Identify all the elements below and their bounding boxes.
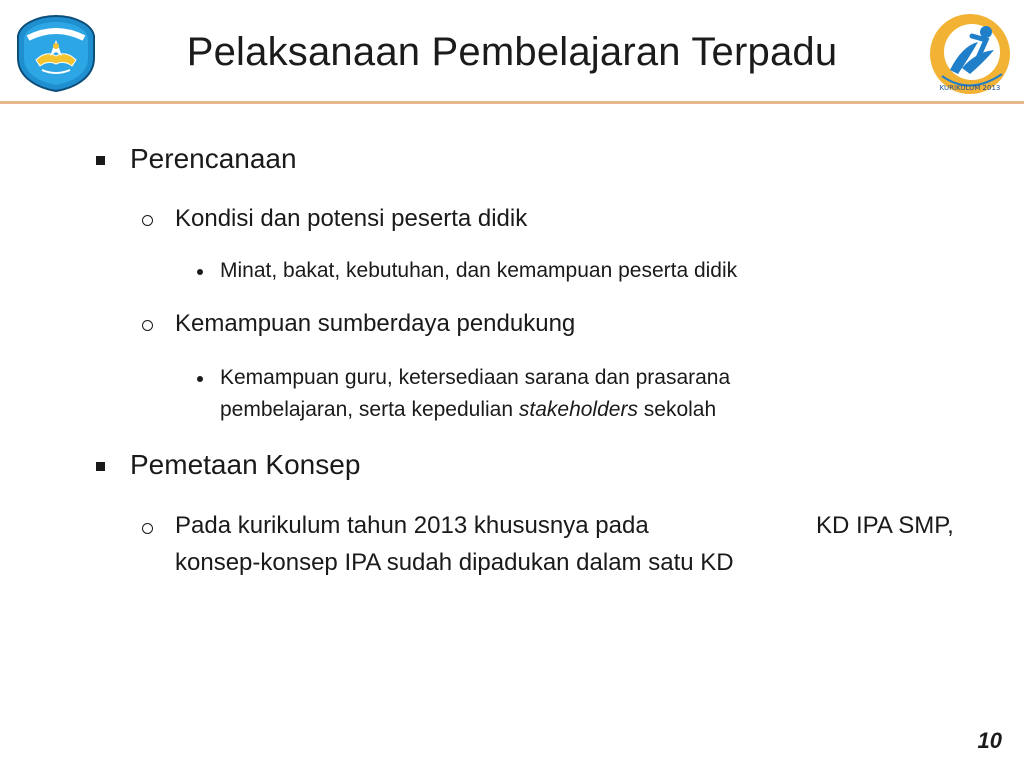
subitem-pada-kurikulum-line1-b: KD IPA SMP,: [816, 512, 954, 539]
subitem-pada-kurikulum-line1-a: Pada kurikulum tahun 2013 khususnya pada: [175, 512, 649, 539]
subitem-pada-kurikulum-line2: konsep-konsep IPA sudah dipadukan dalam satu KD: [175, 549, 734, 576]
kurikulum-2013-logo: [928, 12, 1012, 96]
page-number: 10: [977, 728, 1002, 753]
dot-bullet-icon: [197, 269, 203, 275]
square-bullet-icon: [96, 156, 105, 165]
slide-header: [0, 0, 1024, 104]
slide-title: Pelaksanaan Pembelajaran Terpadu: [186, 30, 838, 74]
kurikulum-2013-logo-text: KURIKULUM 2013: [939, 84, 1001, 92]
stakeholders-emphasis: stakeholders: [518, 398, 638, 421]
detail-minat-bakat: Minat, bakat, kebutuhan, dan kemampuan peserta didik: [220, 259, 738, 282]
subitem-kemampuan-sumberdaya: Kemampuan sumberdaya pendukung: [175, 310, 576, 337]
square-bullet-icon: [96, 462, 105, 471]
detail-kemampuan-guru-line1: Kemampuan guru, ketersediaan sarana dan prasarana: [220, 366, 731, 389]
circle-bullet-icon: [142, 215, 153, 226]
detail-kemampuan-guru-line2: pembelajaran, serta kepedulian stakeholders sekolah: [220, 398, 717, 421]
circle-bullet-icon: [142, 320, 153, 331]
circle-bullet-icon: [142, 523, 153, 534]
dot-bullet-icon: [197, 376, 203, 382]
heading-perencanaan: Perencanaan: [130, 143, 297, 174]
heading-pemetaan-konsep: Pemetaan Konsep: [130, 449, 361, 480]
header-divider: [0, 101, 1024, 104]
subitem-kondisi: Kondisi dan potensi peserta didik: [175, 205, 528, 232]
